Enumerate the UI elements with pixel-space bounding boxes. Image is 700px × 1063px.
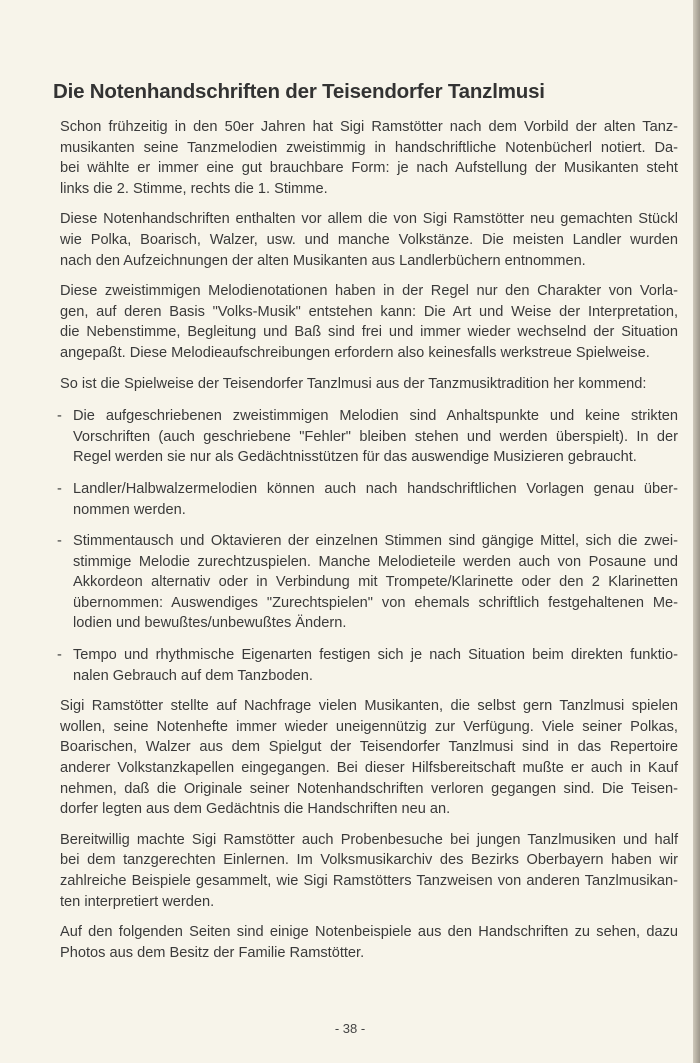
- bullet-item: [57, 406, 678, 468]
- text-line: wie Polka, Boarisch, Walzer, usw. und manche Volkstänze. Die meisten Landler wurden: [60, 231, 678, 248]
- paragraph: [60, 374, 678, 395]
- paragraph: [60, 209, 678, 271]
- intro-paragraphs: [60, 117, 678, 394]
- text-line: nach den Aufzeichnungen der alten Musikanten aus Landlerbüchern entnommen.: [60, 252, 586, 269]
- text-line: anderer Volkstanzkapellen eingegangen. Bei dieser Hilfsbereitschaft mußte er auch in Kauf: [60, 760, 678, 777]
- bullet-item: [57, 479, 678, 520]
- bullet-dash: -: [57, 533, 62, 550]
- text-line: zahlreiche Beispiele gesammelt, wie Sigi Ramstötters Tanzweisen von anderen Tanzlmusikan-: [60, 873, 678, 889]
- bullet-item: [57, 531, 678, 634]
- text-line: Sigi Ramstötter stellte auf Nachfrage vielen Musikanten, die selbst gern Tanzlmusi spielen: [60, 698, 678, 715]
- text-line: Bereitwillig machte Sigi Ramstötter auch Probenbesuche bei jungen Tanzlmusiken und half: [60, 831, 678, 848]
- text-line: wollen, seine Notenhefte immer wieder uneigennützig zur Verfügung. Viele seiner Polkas,: [60, 718, 678, 735]
- text-line: Diese Notenhandschriften enthalten vor allem die von Sigi Ramstötter neu gemachten Stückl: [60, 211, 678, 228]
- text-line: dorfer legten aus dem Gedächtnis die Handschriften neu an.: [60, 801, 451, 818]
- page-edge-shadow: [693, 0, 700, 1063]
- text-line: bei wählte er immer eine gut brauchbare Form: je nach Aufstellung der Musikanten steht: [60, 160, 678, 177]
- bullet-dash: -: [57, 408, 62, 425]
- paragraph: [60, 281, 678, 363]
- text-line: Landler/Halbwalzermelodien können auch nach handschriftlichen Vorlagen genau über-: [73, 480, 678, 497]
- text-line: nalen Gebrauch auf dem Tanzboden.: [73, 667, 313, 684]
- text-line: angepaßt. Diese Melodieaufschreibungen erfordern also keinesfalls werkstreue Spielweise.: [60, 344, 650, 361]
- page-number: - 38 -: [334, 1021, 366, 1036]
- text-line: stimmige Melodie zurechtzuspielen. Manche Melodieteile werden auch von Posaune und: [73, 553, 678, 570]
- text-line: lodien und bewußtes/unbewußtes Ändern.: [73, 615, 347, 632]
- bullet-dash: -: [57, 647, 62, 664]
- text-line: Diese zweistimmigen Melodienotationen haben in der Regel nur den Charakter von Vorla-: [60, 283, 678, 300]
- bullet-item: [57, 645, 678, 686]
- text-line: bei dem tanzgerechten Einlernen. Im Volksmusikarchiv des Bezirks Oberbayern haben wir: [60, 852, 678, 869]
- text-line: Schon frühzeitig in den 50er Jahren hat Sigi Ramstötter nach dem Vorbild der alten Tanz-: [60, 119, 678, 135]
- text-line: Stimmentausch und Oktavieren der einzelnen Stimmen sind gängige Mittel, sich die zwei-: [73, 533, 678, 550]
- text-line: nommen werden.: [73, 501, 186, 518]
- bullet-list: [57, 406, 678, 686]
- text-line: nehmen, daß die Originale seiner Notenhandschriften verloren gegangen sind. Die Teisen-: [60, 780, 678, 797]
- text-line: gen, auf deren Basis "Volks-Musik" entstehen kann: Die Art und Weise der Interpretation,: [60, 303, 678, 320]
- text-line: links die 2. Stimme, rechts die 1. Stimme.: [60, 180, 328, 197]
- text-line: Regel werden sie nur als Gedächtnisstützen für das auswendige Musizieren gebraucht.: [73, 449, 637, 466]
- paragraph: [60, 830, 678, 912]
- text-line: übernommen: Auswendiges "Zurechtspielen" von ehemals schriftlich festgehaltenen Me-: [73, 594, 678, 611]
- text-line: die Nebenstimme, Begleitung und Baß sind frei und immer wieder wechselnd der Situation: [60, 324, 678, 341]
- text-line: So ist die Spielweise der Teisendorfer Tanzlmusi aus der Tanzmusiktradition her kommend:: [60, 375, 647, 392]
- text-line: Tempo und rhythmische Eigenarten festigen sich je nach Situation beim direkten funktio-: [73, 647, 678, 664]
- text-line: Akkordeon alternativ oder in Verbindung mit Trompete/Klarinette oder den 2 Klarinetten: [73, 574, 678, 591]
- text-line: Vorschriften (auch geschriebene "Fehler" bleiben stehen und werden überspielt). In der: [73, 428, 678, 445]
- bullet-dash: -: [57, 480, 62, 497]
- paragraph: [60, 696, 678, 820]
- closing-paragraphs: [60, 696, 678, 963]
- text-line: Photos aus dem Besitz der Familie Ramstötter.: [60, 944, 365, 961]
- text-line: ten interpretiert werden.: [60, 893, 215, 910]
- text-line: Boarischen, Walzer aus dem Spielgut der Teisendorfer Tanzlmusi sind in das Repertoire: [60, 739, 678, 756]
- paragraph: [60, 922, 678, 963]
- page-title: Die Notenhandschriften der Teisendorfer Tanzlmusi: [53, 79, 545, 103]
- text-line: Die aufgeschriebenen zweistimmigen Melodien sind Anhaltspunkte und keine strikten: [73, 408, 678, 425]
- text-line: Auf den folgenden Seiten sind einige Notenbeispiele aus den Handschriften zu sehen, dazu: [60, 924, 678, 941]
- article-body: [57, 117, 678, 973]
- paragraph: [60, 117, 678, 199]
- text-line: musikanten seine Tanzmelodien zweistimmig in handschriftliche Notenbücherl notiert. Da-: [60, 139, 678, 156]
